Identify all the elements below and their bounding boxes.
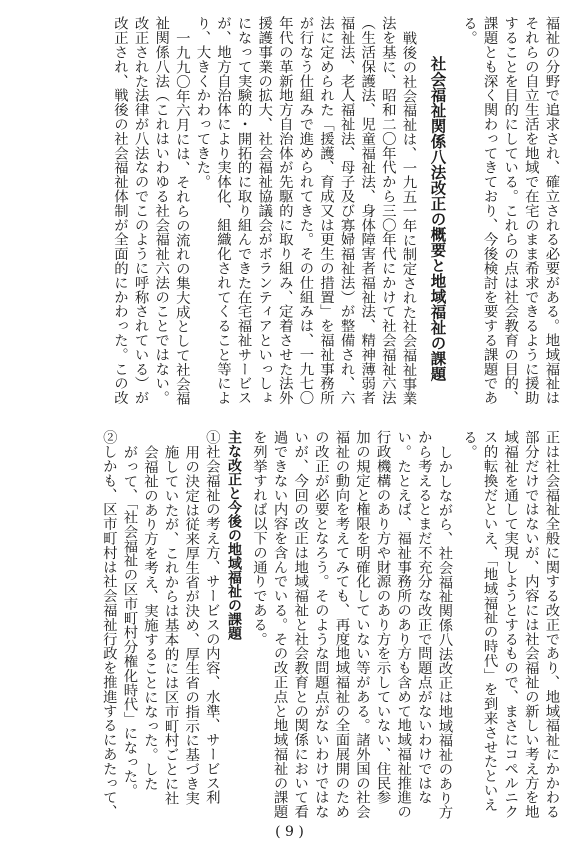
body-text-line: 部分だけではないが、内容には社会福祉の新しい考え方を地 (522, 430, 539, 819)
body-text-line: 戦後の社会福祉は、一九五一年に制定された社会福祉事業 (400, 31, 417, 406)
body-text-line: 一九九〇年六月には、それらの流れの集大成として社会福 (173, 31, 190, 406)
body-text-line: 福祉法、老人福祉法、母子及び寡婦福祉法）が整備され、六 (338, 16, 355, 405)
body-text-line: 年代の革新地方自治体が先駆的に取り組み、定着させた法外 (276, 16, 293, 405)
list-item-line: ①社会福祉の考え方、サービスの内容、水準、サービス利 (203, 430, 220, 805)
body-text-line: が、地方自治体により実体化、組織化されてくること等によ (215, 16, 231, 405)
body-text-line: る。 (461, 430, 477, 459)
body-text-line: い。たとえば、福祉事務所のあり方も含めて地域福祉推進の (395, 430, 412, 819)
body-text-line: 福祉の分野で追求され、確立される必要がある。地域福祉は (543, 16, 560, 405)
body-text-line: になって実験的・開拓的に取り組んできた在宅福祉サービス (235, 16, 252, 405)
body-text-line: しかしながら、社会福祉関係八法改正は地域福祉のあり方 (436, 445, 453, 820)
body-text-line: る。 (461, 16, 477, 45)
body-text-line: 援護事業の拡大、社会福祉協議会がボランティアといっしょ (256, 16, 273, 405)
body-text-line: 改正された法律が八法なのでこのように呼称されている）が (132, 16, 149, 405)
list-item-line: 用の決定は従来厚生省が決め、厚生省の指示に基づき実 (183, 445, 200, 805)
body-text-line: 法に定められた「援護、育成又は更生の措置」を福祉事務所 (318, 16, 334, 405)
list-item-line: ②しかも、区市町村は社会福祉行政を推進するにあたって、 (100, 430, 117, 819)
body-text-line: 正は社会福祉全般に関する改正であり、地域福祉にかかわる (543, 430, 560, 819)
body-text-line: ス的転換だといえ、「地域福祉の時代」を到来させたといえ (481, 430, 498, 812)
body-text-line: いが、今回の改正は地域福祉と社会教育との関係において看 (292, 430, 309, 819)
body-text-line: （生活保護法、児童福祉法、身体障害者福祉法、精神薄弱者 (359, 16, 376, 405)
body-text-line: 課題とも深く関わってきており、今後検討を要する課題であ (481, 16, 498, 405)
list-item-line: 施していたが、これからは基本的には区市町村ごとに社 (162, 445, 179, 805)
body-text-line: 過できない内容を含んでいる。その改正点と地域福祉の課題 (271, 430, 288, 819)
page-number: ( 9 ) (275, 824, 304, 840)
section-heading: 社会福祉関係八法改正の概要と地域福祉の課題 (428, 56, 447, 382)
body-text-line: 行政機構のあり方や財源のあり方を示していない、住民参 (374, 430, 391, 805)
body-text-line: を列挙すれば以下の通りである。 (251, 430, 267, 646)
list-item-line: 会福祉のあり方を考え、実施することになった。した (142, 445, 158, 791)
body-text-line: 加の規定と権限を明確化していない等がある。諸外国の社会 (354, 430, 370, 819)
body-text-line: から考えるとまだ不充分な改正で問題点がないわけではな (415, 430, 432, 805)
body-text-line: が行なう仕組みで進められてきた。その仕組みは、一九七〇 (297, 16, 314, 405)
body-text-line: り、大きくかわってきた。 (194, 16, 211, 189)
body-text-line: することを目的にしている。これらの点は社会教育の目的、 (502, 16, 519, 405)
list-item-line: がって、「社会福祉の区市町村分権化時代」になった。 (121, 445, 138, 798)
body-text-line: の改正が必要となろう。そのような問題点がないわけではな (312, 430, 329, 819)
body-text-line: 法を基に、昭和二〇年代から三〇年代にかけて社会福祉六法 (379, 16, 396, 405)
subsection-heading: 主な改正と今後の地域福祉の課題 (226, 430, 242, 640)
body-text-line: 祉関係八法（これはいわゆる社会福祉六法のことではない。 (153, 16, 170, 405)
body-text-line: 域福祉を通して実現しようとするもので、まさにコペルニク (502, 430, 519, 819)
body-text-line: 改正され、戦後の社会福祉体制が全面的にかわった。この改 (112, 16, 128, 405)
body-text-line: 福祉の動向を考えてみても、再度地域福祉の全面展開のため (333, 430, 350, 819)
body-text-line: それらの自立生活を地域で在宅のまま希求できるように援助 (522, 16, 539, 405)
